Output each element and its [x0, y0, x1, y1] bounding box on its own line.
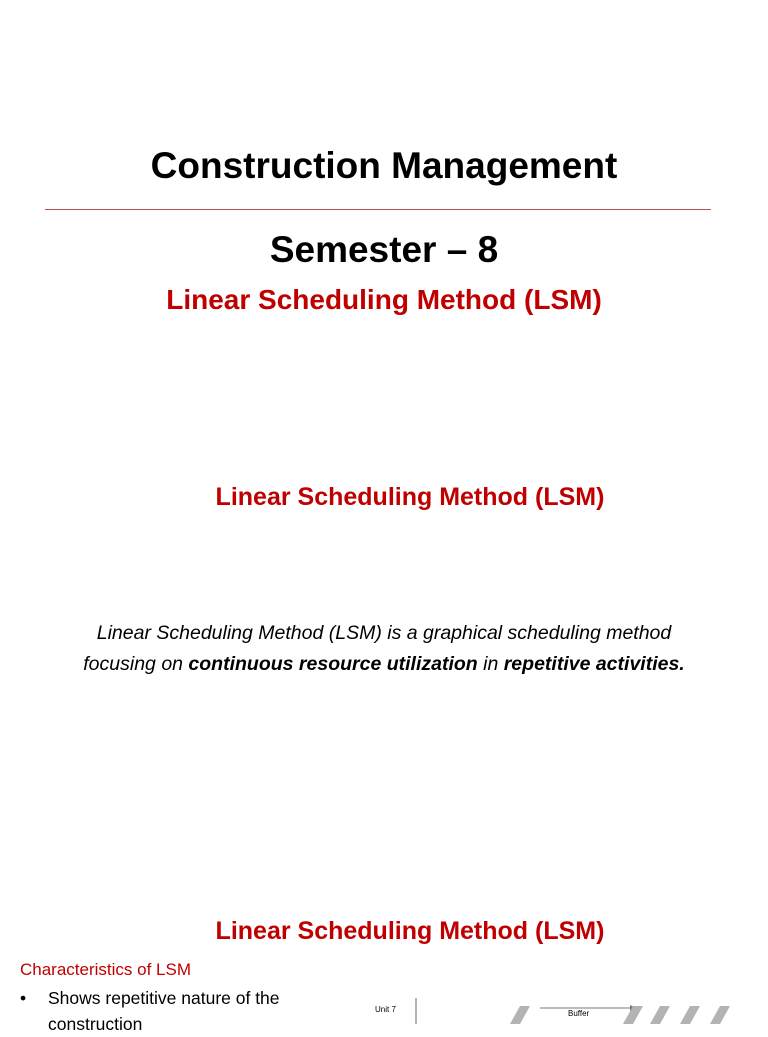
- description-line-2: [0, 649, 768, 680]
- characteristics-heading: Characteristics of LSM: [20, 960, 191, 979]
- semester-heading: Semester – 8: [269, 229, 499, 270]
- characteristics-list: [20, 985, 340, 1037]
- slide3-title: Linear Scheduling Method (LSM): [215, 917, 605, 945]
- lsm-description: [0, 618, 768, 680]
- title-divider: [45, 209, 711, 210]
- description-emphasis: repetitive activities.: [503, 653, 685, 675]
- description-line-1: Linear Scheduling Method (LSM) is a graphical scheduling method: [96, 622, 672, 644]
- slide-title: Construction Management: [150, 145, 618, 186]
- unit-label: Unit 7: [375, 1005, 396, 1014]
- lsm-diagram: [360, 990, 768, 1024]
- activity-bar: [510, 1006, 530, 1024]
- description-emphasis: continuous resource utilization: [188, 653, 478, 675]
- bullet-line: construction: [48, 1014, 143, 1034]
- activity-bar: [623, 1006, 643, 1024]
- slide2-title: Linear Scheduling Method (LSM): [215, 483, 605, 511]
- description-text: focusing on: [83, 653, 189, 675]
- slide-subtitle: Linear Scheduling Method (LSM): [166, 284, 602, 315]
- activity-bar: [680, 1006, 700, 1024]
- activity-bar: [710, 1006, 730, 1024]
- bullet-line: Shows repetitive nature of the: [48, 988, 280, 1008]
- bullet-text: [48, 985, 280, 1037]
- bullet-marker: •: [20, 988, 27, 1008]
- description-text: in: [477, 653, 504, 675]
- activity-bar: [650, 1006, 670, 1024]
- list-item: [20, 985, 340, 1037]
- buffer-label: Buffer: [568, 1009, 590, 1018]
